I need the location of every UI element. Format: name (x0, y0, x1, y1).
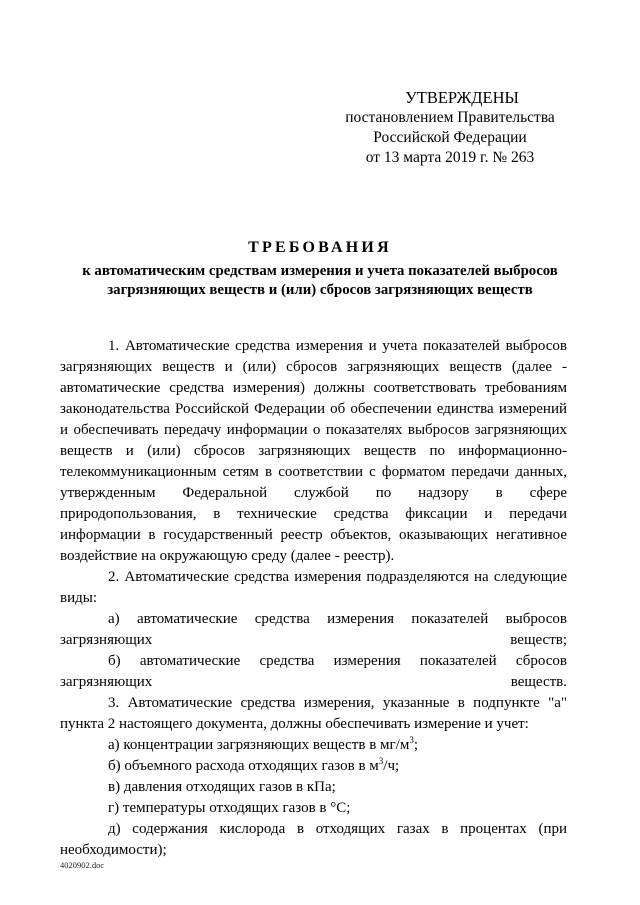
paragraph-3-item-e: д) содержания кислорода в отходящих газах в процентах (при необходимости); (60, 821, 567, 858)
paragraph-3-item-b-end: /ч; (383, 758, 400, 774)
document-body (60, 336, 567, 861)
superscript-cubed: 3 (378, 756, 384, 766)
document-subtitle-line-1: к автоматическим средствам измерения и учета показателей выбросов (82, 263, 558, 279)
paragraph-3-item-a-text: а) концентрации загрязняющих веществ в мг/м (108, 737, 410, 753)
approval-line-date-number: от 13 марта 2019 г. № 263 (365, 149, 535, 166)
paragraph-1: 1. Автоматические средства измерения и учета показателей выбросов загрязняющих веществ и (или) сбросов загрязняющих веществ (далее - автоматические средства измерения) должны соответствовать требованиям законодательства Российской Федерации об обеспечении единства измерений и обеспечивать передачу информации о показателях выбросов загрязняющих веществ и (или) сбросов загрязняющих веществ по информационно-телекоммуникационным сетям в соответствии с форматом передачи данных, утвержденным Федеральной службой по надзору в сфере природопользования, в технические средства фиксации и передачи информации в государственный реестр объектов, оказывающих негативное воздействие на окружающую среду (далее - реестр). (60, 338, 567, 564)
document-subtitle (60, 262, 580, 300)
paragraph-3-item-c: в) давления отходящих газов в кПа; (108, 779, 336, 795)
paragraph-3-item-d: г) температуры отходящих газов в °С; (108, 800, 351, 816)
paragraph-2: 2. Автоматические средства измерения подразделяются на следующие виды: (60, 569, 567, 606)
paragraph-3-item-b (60, 756, 567, 777)
paragraph-3-item-a (60, 735, 567, 756)
document-subtitle-line-2: загрязняющих веществ и (или) сбросов загрязняющих веществ (107, 282, 533, 298)
superscript-cubed: 3 (409, 735, 414, 745)
paragraph-3: 3. Автоматические средства измерения, указанные в подпункте "а" пункта 2 настоящего документа, должны обеспечивать измерение и учет: (60, 695, 567, 732)
paragraph-3-item-b-text: б) объемного расхода отходящих газов в м (108, 758, 379, 774)
approval-line-decree: постановлением Правительства (345, 109, 555, 126)
approval-stamp (340, 88, 560, 168)
paragraph-2-item-a: а) автоматические средства измерения показателей выбросов загрязняющих веществ; (60, 611, 567, 648)
document-title: ТРЕБОВАНИЯ (248, 239, 392, 256)
footer-file-code: 4020902.doc (60, 860, 105, 870)
paragraph-2-item-b: б) автоматические средства измерения показателей сбросов загрязняющих веществ. (60, 653, 567, 690)
approval-line-federation: Российской Федерации (373, 129, 527, 146)
paragraph-3-item-a-end: ; (413, 737, 419, 753)
approval-heading: УТВЕРЖДЕНЫ (405, 88, 519, 107)
